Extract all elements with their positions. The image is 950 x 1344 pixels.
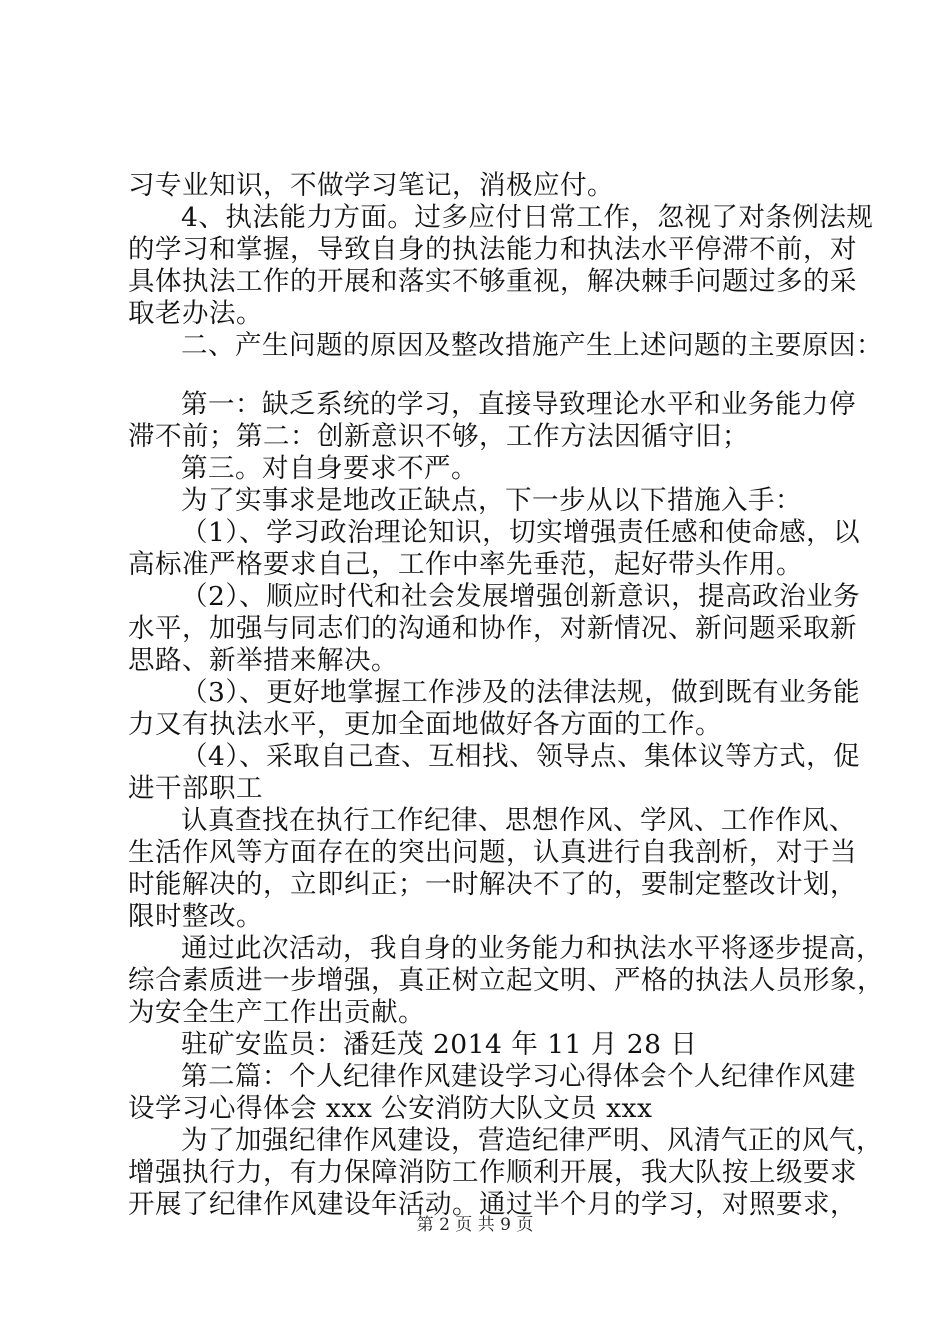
text-line-18: （4）、采取自己查、互相找、领导点、集体议等方式，促 — [181, 741, 861, 772]
text-line-16: （3）、更好地掌握工作涉及的法律法规，做到既有业务能 — [181, 677, 861, 708]
text-line-29: 设学习心得体会 xxx 公安消防大队文员 xxx — [128, 1093, 653, 1124]
text-line-6: 二、产生问题的原因及整改措施产生上述问题的主要原因： — [181, 330, 883, 361]
text-line-17: 力又有执法水平，更加全面地做好各方面的工作。 — [128, 709, 722, 740]
text-line-21: 生活作风等方面存在的突出问题，认真进行自我剖析，对于当 — [128, 837, 857, 868]
text-line-15: 思路、新举措来解决。 — [128, 645, 398, 676]
text-line-7: 第一：缺乏系统的学习，直接导致理论水平和业务能力停 — [181, 389, 856, 420]
text-line-8: 滞不前；第二：创新意识不够，工作方法因循守旧； — [128, 421, 749, 452]
text-line-9: 第三。对自身要求不严。 — [181, 453, 478, 484]
text-line-12: 高标准严格要求自己，工作中率先垂范，起好带头作用。 — [128, 549, 803, 580]
text-line-23: 限时整改。 — [128, 901, 263, 932]
text-line-22: 时能解决的，立即纠正；一时解决不了的，要制定整改计划， — [128, 869, 857, 900]
text-line-11: （1）、学习政治理论知识，切实增强责任感和使命感，以 — [181, 517, 861, 548]
text-line-10: 为了实事求是地改正缺点，下一步从以下措施入手： — [181, 485, 802, 516]
text-line-5: 取老办法。 — [128, 298, 263, 329]
text-line-2: 4、执法能力方面。过多应付日常工作，忽视了对条例法规 — [181, 202, 874, 233]
page-number-footer: 第 2 页 共 9 页 — [416, 1215, 534, 1235]
text-line-14: 水平，加强与同志们的沟通和协作，对新情况、新问题采取新 — [128, 613, 857, 644]
text-line-31: 增强执行力，有力保障消防工作顺利开展，我大队按上级要求 — [128, 1157, 857, 1188]
text-line-13: （2）、顺应时代和社会发展增强创新意识，提高政治业务 — [181, 581, 861, 612]
text-line-24: 通过此次活动，我自身的业务能力和执法水平将逐步提高， — [181, 933, 883, 964]
text-line-1: 习专业知识，不做学习笔记，消极应付。 — [128, 170, 614, 201]
text-line-20: 认真查找在执行工作纪律、思想作风、学风、工作作风、 — [181, 805, 856, 836]
text-line-28: 第二篇：个人纪律作风建设学习心得体会个人纪律作风建 — [181, 1061, 856, 1092]
text-line-3: 的学习和掌握，导致自身的执法能力和执法水平停滞不前，对 — [128, 234, 857, 265]
text-line-4: 具体执法工作的开展和落实不够重视，解决棘手问题过多的采 — [128, 266, 857, 297]
text-line-25: 综合素质进一步增强，真正树立起文明、严格的执法人员形象， — [128, 965, 884, 996]
text-line-32: 开展了纪律作风建设年活动。通过半个月的学习，对照要求， — [128, 1189, 857, 1220]
text-line-19: 进干部职工 — [128, 773, 263, 804]
text-line-26: 为安全生产工作出贡献。 — [128, 997, 425, 1028]
text-line-30: 为了加强纪律作风建设，营造纪律严明、风清气正的风气， — [181, 1125, 883, 1156]
text-line-27: 驻矿安监员：潘廷茂 2014 年 11 月 28 日 — [181, 1029, 698, 1060]
